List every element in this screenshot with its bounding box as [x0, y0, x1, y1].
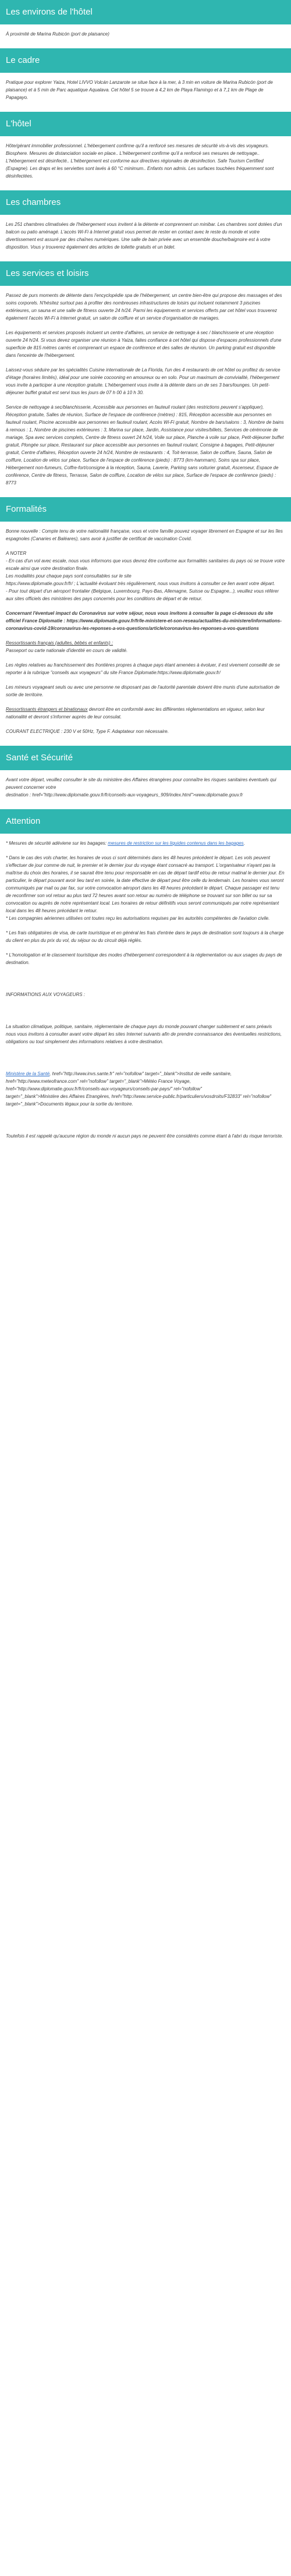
formalites-paragraph-1: Bonne nouvelle : Compte tenu de votre nationalité française, vous et votre famille pouvez voyager librement en Espagne et sur les îles espagnoles (Canaries et Baléares), sans avoir à justifier de certificat de vaccination Covid.	[6, 529, 283, 541]
formalites-borders: Les règles relatives au franchissement des frontières propres à chaque pays étant amenées à évoluer, il est vivement conseillé de se reporter à la rubrique "conseils aux voyageurs" du site France Diplomatie:https://www.diplomatie.gouv.fr/	[6, 662, 280, 675]
section-header-services: Les services et loisirs	[0, 261, 291, 286]
services-paragraph-3: Laissez-vous séduire par les spécialités Cuisine internationale de La Florida, l'un des 4 restaurants de cet hôtel ou profitez du service d'étage (horaires limités), idéal pour une soirée cocooning en amoureux ou en solo. Pour un maximum de convivialité, l'hébergement vous invite à participer à une réception gratuite. L'hébergement vous invite à la détente dans un de ses 3 bars/lounges. Un petit-déjeuner buffet gratuit est servi tous les jours de 07 h 00 à 10 h 30.	[6, 367, 281, 395]
formalites-foreign-nationals-text: devront être en conformité avec les différentes réglementations en vigueur, selon leur nationalité et devront s'informer auprès de leur consulat.	[6, 707, 265, 720]
section-body-cadre	[0, 73, 291, 112]
section-header-environs: Les environs de l'hôtel	[0, 0, 291, 24]
formalites-foreign-nationals-label: Ressortissants étrangers et binationaux	[6, 707, 88, 712]
spacer	[6, 1005, 285, 1023]
section-header-sante: Santé et Sécurité	[0, 746, 291, 770]
formalites-minors: Les mineurs voyageant seuls ou avec une personne ne disposant pas de l'autorité parentale doivent être munis d'une autorisation de sortie de territoire.	[6, 685, 280, 697]
chambres-text: Les 251 chambres climatisées de l'hébergement vous invitent à la détente et comprennent un minibar. Les chambres sont dotées d'un balcon ou patio aménagé. L'accès Wi-Fi à Internet gratuit vous permet de rester en contact avec le reste du monde et votre divertissement est assuré par des chaînes numériques. Une salle de bain privée avec un ensemble douche/baignoire est à votre disposition. Vous y trouverez également des articles de toilette gratuits et un bidet.	[6, 222, 282, 250]
attention-luggage	[6, 839, 285, 847]
section-header-hotel: L'hôtel	[0, 112, 291, 136]
section-body-services	[0, 286, 291, 497]
infos-links	[6, 1070, 285, 1108]
attention-classification: * L'homologation et le classement touristique des modes d'hébergement correspondent à la réglementation ou aux usages du pays de destination.	[6, 952, 282, 965]
attention-luggage-intro: * Mesures de sécurité adéviene sur les bagages:	[6, 841, 108, 846]
section-body-chambres	[0, 215, 291, 261]
formalites-electricity: COURANT ELECTRIQUE : 230 V et 50Hz, Type F. Adaptateur non nécessaire.	[6, 729, 169, 734]
infos-header: INFORMATIONS AUX VOYAGEURS :	[6, 992, 86, 997]
section-header-chambres: Les chambres	[0, 190, 291, 215]
attention-charter-flights: * Dans le cas des vols charter, les horaires de vous ci sont déterminés dans les 48 heures précédent le départ. Les vols peuvent s'effectuer de jour comme de nuit, le premier et le dernier jour du voyage étant consacré au transport. L'organisateur n'ayant pas la maîtrise du choix des horaires, il se saurait être tenu pour responsable en cas de départ tardif et/ou de retour matinal le dernier jour. En particulier, le départ pouvant avoir lieu tard en soirée, la date effective de départ peut être celle du lendemain. Les horaires vous seront communiqués par mail ou par fax, sur votre convocation aéroport dans les 48 heures précédant le départ. Chaque passager est tenu de reconfirmer son vol retour au plus tard 72 heures avant son retour au numéro de téléphone se trouvant sur son billet ou sur sa convocation ou auprès de notre représentant local. Les horaires de retour définitifs vous seront communiqués par notre représentant local dans les 48 heures précédant le retour. * Les compagnies aériennes utilisées ont toutes reçu les autorisations requises par les autorités compétentes de l'aviation civile.	[6, 855, 285, 921]
attention-visa-fees: * Les frais obligatoires de visa, de carte touristique et en général les frais d'entrée dans le pays de destination sont toujours à la charge du client en plus du prix du vol, du séjour ou du circuit déjà réglés.	[6, 930, 284, 943]
spacer	[6, 973, 285, 991]
formalites-french-nationals	[6, 639, 285, 654]
spacer	[6, 1115, 285, 1132]
hotel-text: Hôte/gérant immobilier professionnel. L'hébergement confirme qu'il a renforcé ses mesures de sécurité vis-à-vis des voyageurs. Biosphere. Mesures de distanciation sociale en place.. L'hébergement confirme qu'il a renforcé ses mesures de nettoyage.. L'hébergement est désinfecté.. L'hébergement est conforme aux directives régionales de désinfection. Safe Tourism Certified (Espagne). Les draps et les serviettes sont lavés à 60 °C minimum.. Enfants non admis. Les surfaces touchées fréquemment sont désinfectées.	[6, 143, 274, 179]
section-header-formalites: Formalités	[0, 497, 291, 522]
formalites-french-nationals-label: Ressortissants français (adultes, bébés et enfants) :	[6, 640, 113, 646]
section-body-formalites	[0, 522, 291, 746]
infos-links-text: , href="http://www.invs.sante.fr" rel="nofollow" target="_blank">Institut de veille sanitaire, href="http://www.meteofrance.com" rel="nofollow" target="_blank">Météo France Voyage, href="http://www.diplomatie.gouv.fr/fr/conseils-aux-voyageurs/conseils-par-pays/" rel="nofollow" target="_blank">Ministère des Affaires Etrangères, href="http://www.service-public.fr/particuliers/vosdroits/F32833" rel="nofollow" target="_blank">Documents légaux pour la sortie du territoire.	[6, 1071, 272, 1107]
infos-terrorism: Toutefois il est rappelé qu'aucune région du monde ni aucun pays ne peuvent être considérés comme étant à l'abri du risque terroriste.	[6, 1133, 283, 1139]
spacer	[6, 1053, 285, 1070]
hotel-description-page	[0, 0, 291, 1168]
services-paragraph-1: Passez de purs moments de détente dans l'encyclopédie spa de l'hébergement, un centre bien-être qui propose des massages et des soins corporels. N'hésitez surtout pas à profiter des nombreuses infrastructures de loisirs qui incluent notamment 3 piscines extérieures, un sauna et une salle de fitness ouverte 24 h/24. Parmi les équipements et services offerts par cet hôtel vous trouverez également l'accès Wi-Fi à Internet gratuit, un salon de coiffure et un service d'organisation de mariages.	[6, 293, 282, 321]
section-body-environs	[0, 24, 291, 48]
section-header-cadre: Le cadre	[0, 48, 291, 73]
ministry-health-link[interactable]: Ministère de la Santé	[6, 1071, 50, 1076]
services-paragraph-2: Les équipements et services proposés incluent un centre d'affaires, un service de nettoyage à sec / blanchisserie et une réception ouverte 24 h/24. Si vous devez organiser une réunion à Yaiza, faites confiance à cet hôtel qui dispose d'espaces professionnels d'une superficie de 815 mètres carrés et comprenant un espace de conférence et des salles de réunion. Un parking gratuit est disponible dans l'enceinte de l'hébergement.	[6, 330, 282, 358]
section-header-attention: Attention	[0, 809, 291, 834]
liquids-restriction-link[interactable]: mesures de restriction sur les liquides contenus dans les bagages	[108, 841, 244, 846]
infos-paragraph-1: La situation climatique, politique, sanitaire, réglementaire de chaque pays du monde pouvant changer subitement et sans préavis nous vous invitons à consulter avant votre départ les sites Internet suivants afin de prendre connaissance des éventuelles restrictions, obligations ou tout simplement des informations relatives à votre destination.	[6, 1024, 282, 1044]
environs-text: À proximité de Marina Rubicón (port de plaisance)	[6, 31, 109, 37]
section-body-attention	[0, 834, 291, 1150]
section-body-sante	[0, 770, 291, 809]
cadre-text: Pratique pour explorer Yaiza, Hotel LIVVO Volcán Lanzarote se situe face à la mer, à 3 min en voiture de Marina Rubicón (port de plaisance) et à 5 min de Parc aquatique Aqualava. Cet hôtel 5 se trouve à 4,2 km de Playa Flamingo et à 7,1 km de Plage de Papagayo.	[6, 80, 273, 100]
attention-luggage-end: .	[243, 841, 245, 846]
services-amenities-list: Service de nettoyage à sec/blanchisserie, Accessible aux personnes en fauteuil roulant (des restrictions peuvent s'appliquer), Réception gratuite, Salles de réunion, Surface de l'espace de conférence (mètres) : 815, Réception accessible aux personnes en fauteuil roulant, Piscine accessible aux personnes en fauteuil roulant, Accès Wi-Fi gratuit, Nombre de bars/salons : 3, Nombre de bains à remous : 1, Nombre de piscines extérieures : 3, Marina sur place, Jardin, Assistance pour visites/billets, Services de cérémonie de mariage, Spa avec services complets, Centre de fitness ouvert 24 h/24, Voile sur place, Planche à voile sur place, Petit-déjeuner buffet gratuit, Plongée sur place, Restaurant sur place accessible aux personnes en fauteuil roulant, Consigne à bagages, Petit-déjeuner gratuit, Centre d'affaires, Réception ouverte 24 h/24, Nombre de restaurants : 4, Toit-terrasse, Salon de coiffure, Sauna, Salon de coiffure, Location de vélos sur place, Surface de l'espace de conférence (pieds) : 8773 (km-hammam), Soins spa sur place, Hébergement non-fumeurs, Coffre-fort/consigne à la réception, Sauna, Laverie, Parking sans voiturier gratuit, Ascenseur, Espace de conférence, Centre de fitness, Terrasse, Salon de coiffure, Location de vélos sur place, Surface de l'espace de conférence (pieds) : 8773	[6, 405, 284, 486]
sante-text: Avant votre départ, veuillez consulter le site du ministère des Affaires étrangères pour connaître les risques sanitaires éventuels qui peuvent concerner votre destination : href="http://www.diplomatie.gouv.fr/fr/conseils-aux-voyageurs_909/index.html">www.diplomatie.gouv.fr	[6, 777, 276, 798]
section-body-hotel	[0, 136, 291, 190]
formalites-foreign-nationals	[6, 706, 285, 721]
formalites-note: A NOTER - En cas d'un vol avec escale, nous vous informons que vous devrez être conforme aux formalités sanitaires du pays où se trouve votre escale ainsi que votre destination finale. Les modalités pour chaque pays sont consultables sur le site https://www.diplomatie.gouv.fr/fr/ ; L'actualité évoluant très régulièrement, nous vous invitons à consulter ce lien avant votre départ. - Pour tout départ d'un aéroport frontalier (Belgique, Luxembourg, Pays-Bas, Allemagne, Suisse ou Espagne...), veuillez vous référer aux sites officiels des ministères des pays concernés pour les conditions de départ et de retour.	[6, 551, 285, 601]
formalites-coronavirus: Concernant l'éventuel impact du Coronavirus sur votre séjour, nous vous invitons à consulter la page ci-dessous du site officiel France Diplomatie : https://www.diplomatie.gouv.fr/fr/le-ministere-et-son-reseau/actualites-du-ministere/informations-coronavirus-covid-19/coronavirus-les-reponses-a-vos-questions/article/coronavirus-les-reponses-a-vos-questions	[6, 611, 282, 631]
formalites-french-nationals-text: Passeport ou carte nationale d'identité en cours de validité.	[6, 648, 128, 653]
